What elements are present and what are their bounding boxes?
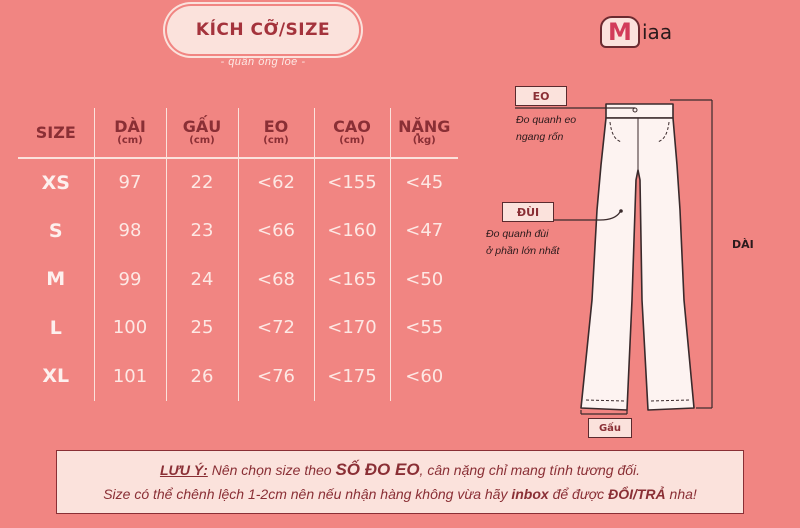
cell-size: M xyxy=(46,268,66,291)
note-line-1: LƯU Ý: Nên chọn size theo SỐ ĐO EO, cân nặng chỉ mang tính tương đối. xyxy=(159,460,641,479)
cell-dai: 100 xyxy=(94,304,166,353)
cell-size: S xyxy=(48,219,63,242)
size-table xyxy=(18,108,458,401)
logo-mark: M xyxy=(600,16,640,48)
cell-nang: <55 xyxy=(390,304,458,353)
cell-cao: <175 xyxy=(314,352,390,401)
note-emphasis-inbox: inbox xyxy=(511,486,549,502)
table-row xyxy=(18,352,458,401)
cell-eo: <72 xyxy=(238,304,314,353)
cell-nang: <47 xyxy=(390,207,458,256)
dui-note-line2: ở phần lớn nhất xyxy=(486,245,560,257)
cell-size: XS xyxy=(41,171,70,194)
header-cao: CAO (cm) xyxy=(314,108,390,158)
cell-cao: <165 xyxy=(314,255,390,304)
dui-note-line1: Đo quanh đùi xyxy=(486,228,549,240)
cell-cao: <170 xyxy=(314,304,390,353)
cell-eo: <68 xyxy=(238,255,314,304)
eo-tag: EO xyxy=(515,86,567,106)
logo-text: iaa xyxy=(642,20,673,44)
note-emphasis-eo: SỐ ĐO EO xyxy=(335,460,420,479)
cell-size: L xyxy=(49,316,62,339)
cell-dai: 101 xyxy=(94,352,166,401)
table-row xyxy=(18,255,458,304)
cell-gau: 26 xyxy=(166,352,238,401)
cell-cao: <160 xyxy=(314,207,390,256)
cell-cao: <155 xyxy=(314,158,390,207)
cell-gau: 22 xyxy=(166,158,238,207)
table-header-row xyxy=(18,108,458,158)
cell-gau: 25 xyxy=(166,304,238,353)
cell-eo: <62 xyxy=(238,158,314,207)
eo-note-line2: ngang rốn xyxy=(516,131,564,143)
brand-logo xyxy=(600,12,672,52)
cell-dai: 97 xyxy=(94,158,166,207)
bottom-note xyxy=(56,450,744,514)
eo-note-line1: Đo quanh eo xyxy=(516,114,577,126)
note-emphasis-exchange: ĐỔI/TRẢ xyxy=(608,486,666,502)
header-size: SIZE xyxy=(18,108,94,158)
note-label: LƯU Ý: xyxy=(159,462,208,478)
measurement-diagram xyxy=(470,70,800,450)
table-row xyxy=(18,158,458,207)
cell-size: XL xyxy=(42,365,70,388)
dui-tag: ĐÙI xyxy=(502,202,554,222)
cell-gau: 24 xyxy=(166,255,238,304)
page-title: KÍCH CỠ/SIZE xyxy=(170,9,356,51)
cell-nang: <60 xyxy=(390,352,458,401)
cell-nang: <45 xyxy=(390,158,458,207)
table-row xyxy=(18,207,458,256)
gau-tag: Gấu xyxy=(588,418,632,438)
cell-dai: 99 xyxy=(94,255,166,304)
cell-eo: <66 xyxy=(238,207,314,256)
cell-gau: 23 xyxy=(166,207,238,256)
cell-eo: <76 xyxy=(238,352,314,401)
header-gau: GẤU (cm) xyxy=(166,108,238,158)
table-row xyxy=(18,304,458,353)
page-subtitle: - quần ống loe - xyxy=(220,56,306,68)
cell-dai: 98 xyxy=(94,207,166,256)
cell-nang: <50 xyxy=(390,255,458,304)
header-eo: EO (cm) xyxy=(238,108,314,158)
note-line-2: Size có thể chênh lệch 1-2cm nên nếu nhận hàng không vừa hãy inbox để được ĐỔI/TRẢ nha! xyxy=(103,486,697,502)
header-nang: NẶNG (kg) xyxy=(390,108,458,158)
dai-label: DÀI xyxy=(732,238,754,251)
header-dai: DÀI (cm) xyxy=(94,108,166,158)
